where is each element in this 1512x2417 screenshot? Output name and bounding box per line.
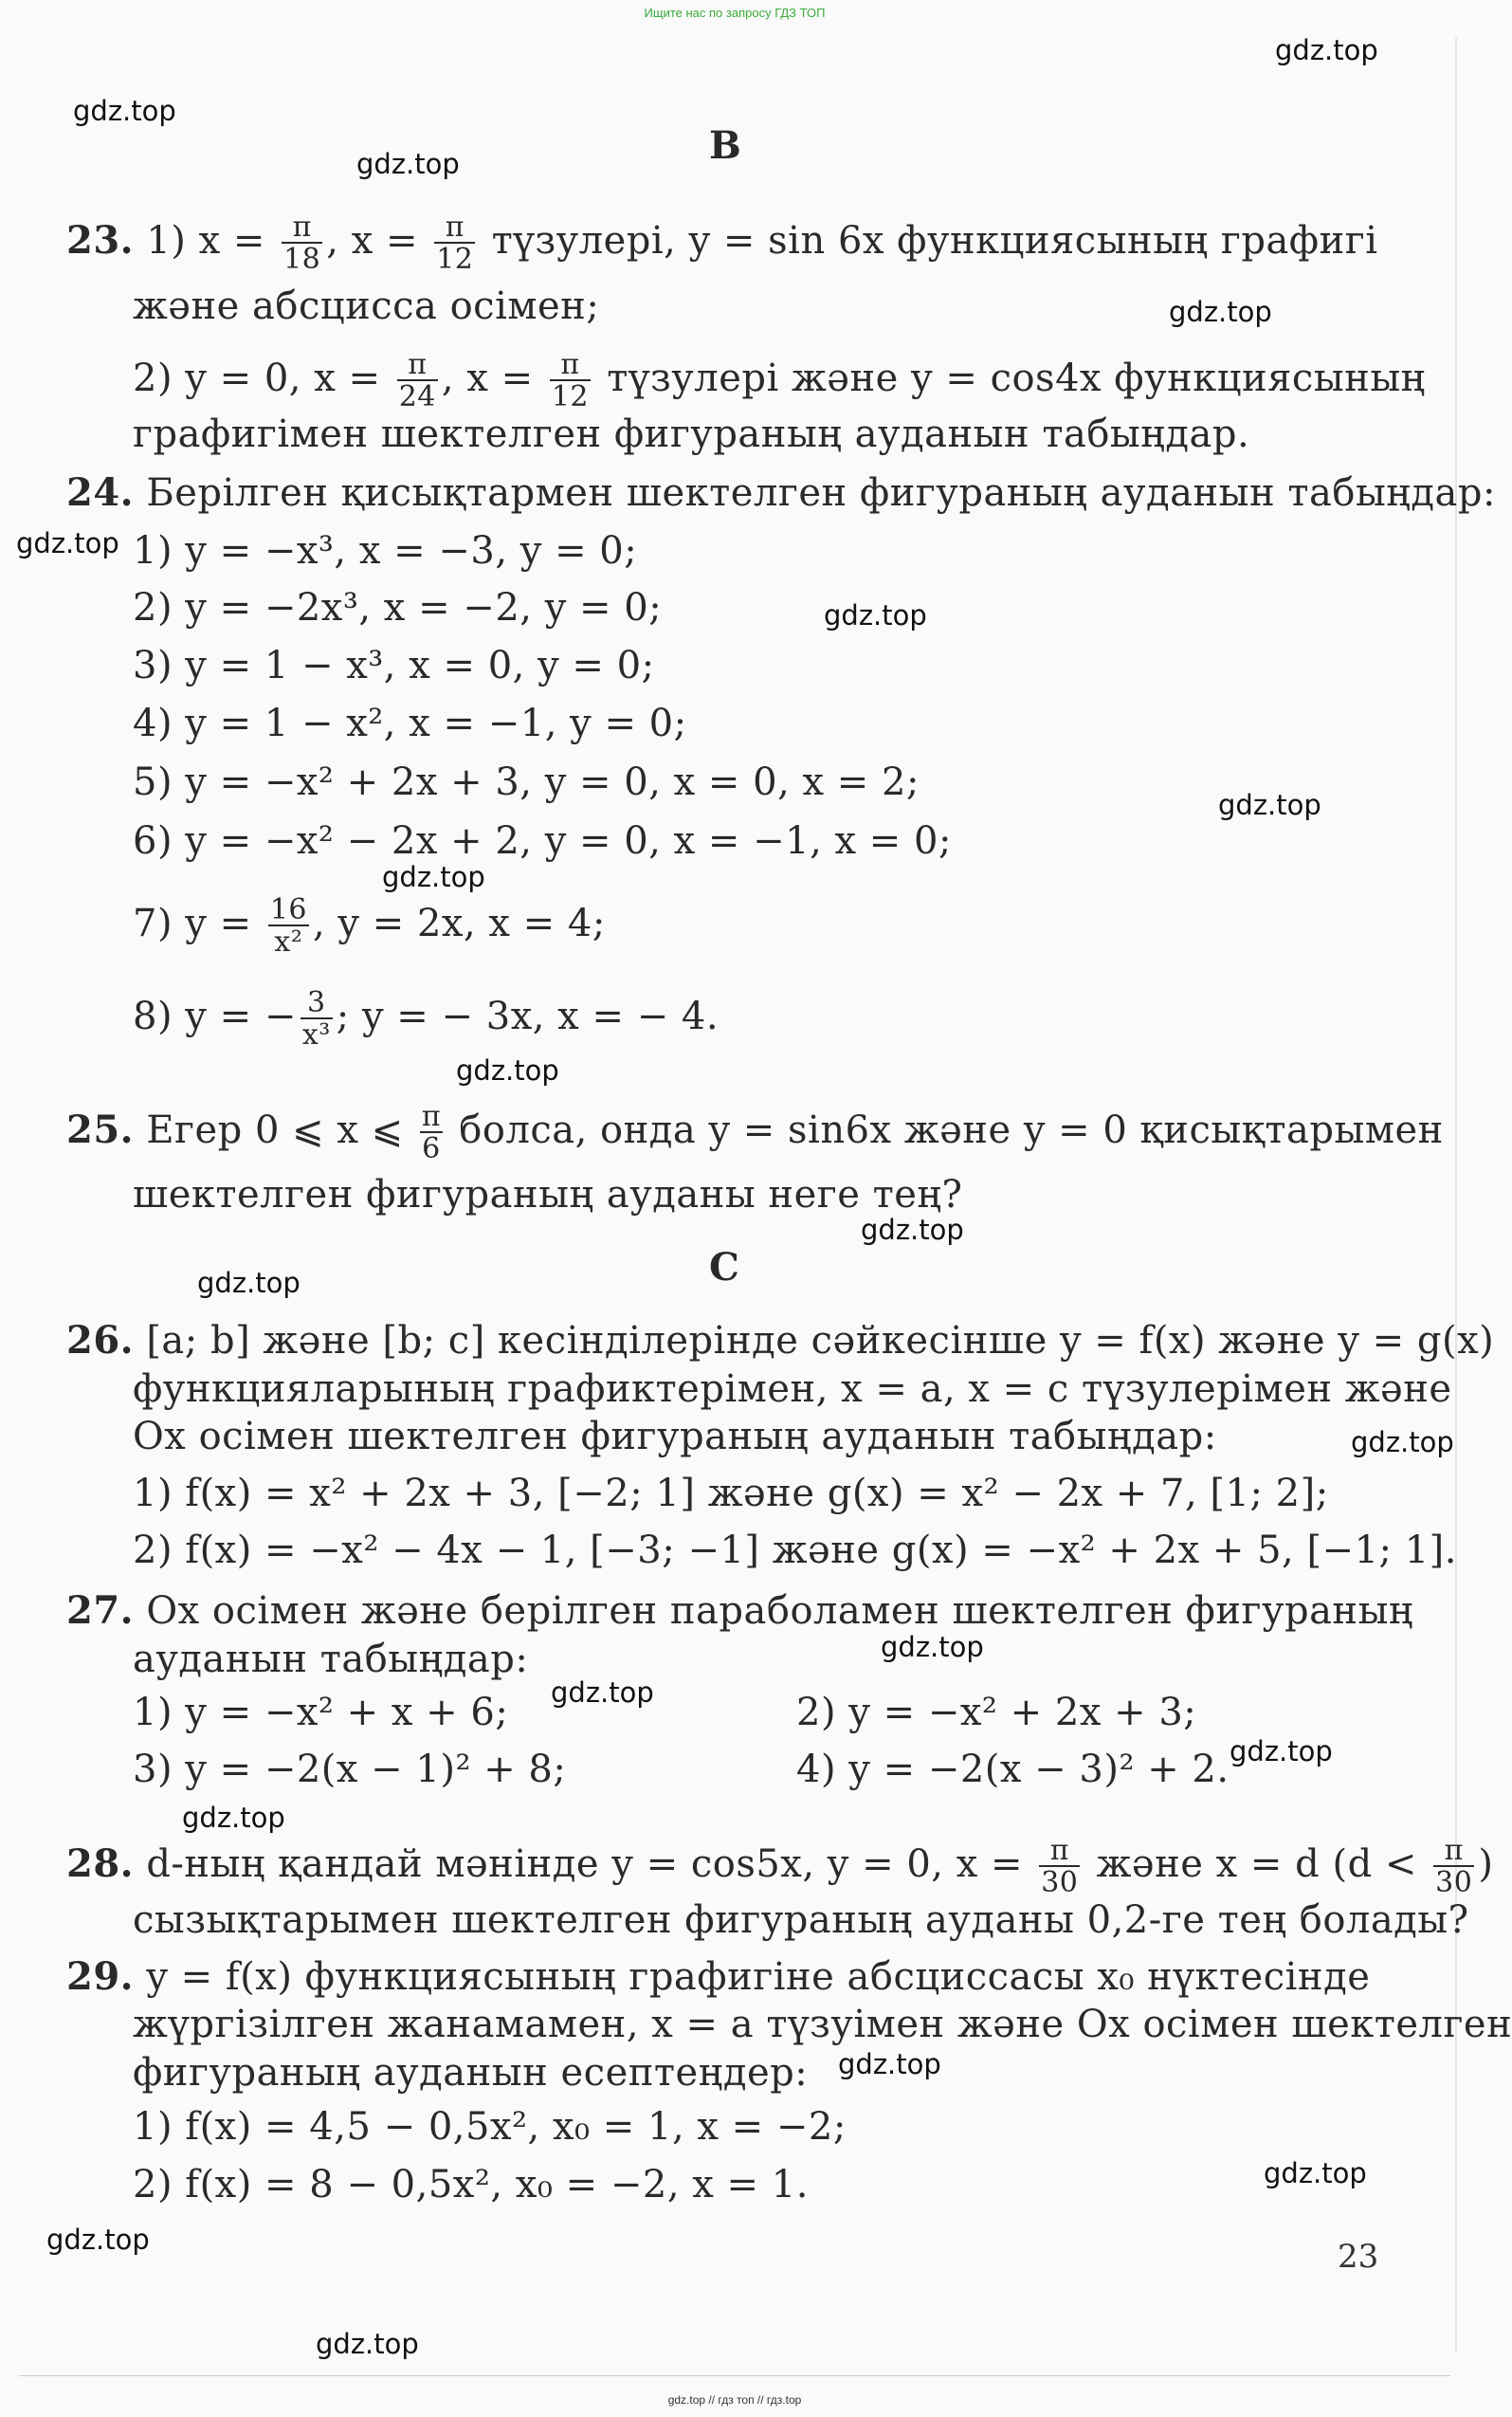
watermark: gdz.top xyxy=(1169,296,1272,328)
watermark: gdz.top xyxy=(46,2224,150,2256)
watermark: gdz.top xyxy=(16,527,119,559)
problem-24-item: 6) y = −x² − 2x + 2, y = 0, x = −1, x = 0; xyxy=(133,819,952,863)
problem-number: 24. xyxy=(66,470,135,515)
section-heading-b: B xyxy=(709,123,741,168)
watermark: gdz.top xyxy=(824,599,927,632)
problem-number: 25. xyxy=(66,1108,135,1152)
watermark: gdz.top xyxy=(1275,34,1378,66)
fraction: $\frac{16}{\text{x²}}$ xyxy=(269,893,307,959)
watermark: gdz.top xyxy=(1218,789,1321,821)
problem-23-line-3: 2) y = 0, x = $\frac{\pi}{24}$ , x = $\frac{\pi}{12}$ түзулері және y = cos4x функциясының xyxy=(133,348,1426,413)
fraction: $\frac{\pi}{6}$ xyxy=(421,1100,442,1165)
fraction: $\frac{\pi}{30}$ xyxy=(1435,1834,1473,1899)
fraction: $\frac{\pi}{30}$ xyxy=(1041,1834,1079,1899)
problem-25-line-2: шектелген фигураның ауданы неге тең? xyxy=(133,1173,963,1217)
fraction: $\frac{\pi}{12}$ xyxy=(436,211,474,276)
watermark: gdz.top xyxy=(356,148,460,180)
problem-26-line-2: функцияларының графиктерімен, x = a, x = c түзулерімен және xyxy=(133,1367,1452,1411)
problem-26-line-3: Ox осімен шектелген фигураның ауданын табыңдар: xyxy=(133,1415,1217,1458)
problem-number: 26. xyxy=(66,1318,135,1363)
problem-27-item: 1) y = −x² + x + 6; xyxy=(133,1691,509,1734)
fraction: $\frac{\pi}{18}$ xyxy=(283,211,321,276)
watermark: gdz.top xyxy=(197,1267,301,1299)
problem-24-item: 5) y = −x² + 2x + 3, y = 0, x = 0, x = 2; xyxy=(133,760,920,804)
problem-29-line-3: фигураның ауданын есептеңдер: xyxy=(133,2051,809,2095)
watermark: gdz.top xyxy=(456,1054,559,1087)
watermark: gdz.top xyxy=(838,2048,941,2080)
watermark: gdz.top xyxy=(1351,1426,1454,1458)
problem-24-item: 4) y = 1 − x², x = −1, y = 0; xyxy=(133,702,687,745)
watermark: gdz.top xyxy=(1264,2157,1367,2189)
problem-25-line-1: 25. Егер 0 ⩽ x ⩽ $\frac{\pi}{6}$ болса, онда y = sin6x және y = 0 қисықтарымен xyxy=(66,1100,1444,1165)
problem-27-line-2: ауданын табыңдар: xyxy=(133,1638,529,1681)
problem-number: 27. xyxy=(66,1588,135,1633)
watermark: gdz.top xyxy=(551,1676,654,1709)
watermark: gdz.top xyxy=(1230,1735,1333,1767)
section-heading-c: C xyxy=(709,1245,739,1290)
problem-29-line-2: жүргізілген жанамамен, x = a түзуімен және Ox осімен шектелген xyxy=(133,2003,1512,2046)
problem-24-intro: 24. Берілген қисықтармен шектелген фигураның ауданын табыңдар: xyxy=(66,470,1496,515)
problem-28-line-1: 28. d-ның қандай мәнінде y = cos5x, y = 0, x = $\frac{\pi}{30}$ және x = d (d < $\frac{\pi}{30}$ ) xyxy=(66,1834,1494,1899)
watermark: gdz.top xyxy=(316,2328,419,2360)
page-number: 23 xyxy=(1338,2238,1379,2276)
problem-24-item: 2) y = −2x³, x = −2, y = 0; xyxy=(133,586,663,630)
problem-29-line-1: 29. y = f(x) функциясының графигіне абсциссасы x₀ нүктесінде xyxy=(66,1954,1371,1999)
problem-number: 28. xyxy=(66,1841,135,1886)
header-note[interactable]: Ищите нас по запросу ГДЗ ТОП xyxy=(644,6,826,20)
problem-26-item: 1) f(x) = x² + 2x + 3, [−2; 1] және g(x) = x² − 2x + 7, [1; 2]; xyxy=(133,1472,1329,1515)
problem-29-item: 2) f(x) = 8 − 0,5x², x₀ = −2, x = 1. xyxy=(133,2163,809,2206)
problem-24-item: 3) y = 1 − x³, x = 0, y = 0; xyxy=(133,644,655,687)
fraction: $\frac{3}{\text{x³}}$ xyxy=(301,986,331,1052)
watermark: gdz.top xyxy=(182,1802,285,1834)
problem-26-item: 2) f(x) = −x² − 4x − 1, [−3; −1] және g(x) = −x² + 2x + 5, [−1; 1]. xyxy=(133,1529,1457,1572)
watermark: gdz.top xyxy=(73,95,176,127)
watermark: gdz.top xyxy=(881,1631,984,1663)
problem-23-line-2: және абсцисса осімен; xyxy=(133,284,600,328)
problem-29-item: 1) f(x) = 4,5 − 0,5x², x₀ = 1, x = −2; xyxy=(133,2105,847,2149)
problem-24-item: 8) y = − $\frac{3}{\text{x³}}$ ; y = − 3x, x = − 4. xyxy=(133,986,720,1052)
problem-27-item: 2) y = −x² + 2x + 3; xyxy=(796,1691,1197,1734)
footer-divider xyxy=(19,2375,1450,2376)
problem-27-line-1: 27. Ox осімен және берілген параболамен шектелген фигураның xyxy=(66,1588,1414,1633)
watermark: gdz.top xyxy=(382,861,485,893)
fraction: $\frac{\pi}{12}$ xyxy=(551,348,590,413)
problem-24-item: 1) y = −x³, x = −3, y = 0; xyxy=(133,529,638,573)
problem-24-item: 7) y = $\frac{16}{\text{x²}}$ , y = 2x, x = 4; xyxy=(133,893,606,959)
problem-28-line-2: сызықтарымен шектелген фигураның ауданы 0,2-ге тең болады? xyxy=(133,1898,1469,1942)
footer-note[interactable]: gdz.top // гдз топ // гдз.top xyxy=(667,2393,802,2407)
problem-26-line-1: 26. [a; b] және [b; c] кесінділерінде сәйкесінше y = f(x) және y = g(x) xyxy=(66,1318,1495,1363)
problem-number: 23. xyxy=(66,218,135,263)
problem-number: 29. xyxy=(66,1954,135,1999)
fraction: $\frac{\pi}{24}$ xyxy=(398,348,436,413)
problem-27-item: 3) y = −2(x − 1)² + 8; xyxy=(133,1748,567,1791)
problem-27-item: 4) y = −2(x − 3)² + 2. xyxy=(796,1748,1230,1791)
problem-23-line-4: графигімен шектелген фигураның ауданын табыңдар. xyxy=(133,412,1250,456)
problem-23-line-1: 23. 1) x = $\frac{\pi}{18}$ , x = $\frac{\pi}{12}$ түзулері, y = sin 6x функциясының графигі xyxy=(66,211,1378,276)
watermark: gdz.top xyxy=(861,1214,964,1246)
